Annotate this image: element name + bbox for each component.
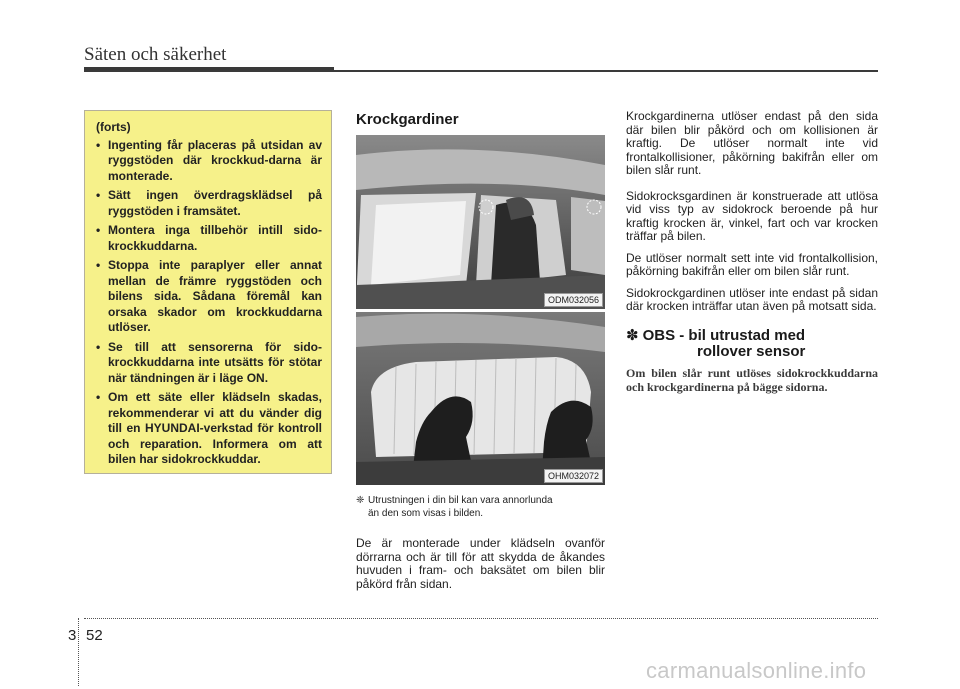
- photo-code-label: ODM032056: [544, 293, 603, 307]
- footer-separator: [78, 618, 79, 686]
- deployed-airbag-illustration: [356, 312, 605, 485]
- warning-box: [84, 110, 332, 474]
- obs-heading-line: OBS - bil utrustad med: [642, 326, 806, 344]
- warning-item: • Sätt ingen överdragsklädsel på ryggstöden i framsätet.: [94, 188, 322, 219]
- photo-curtain-airbag-location: [356, 135, 605, 309]
- paragraph: De utlöser normalt sett inte vid frontalkollision, påkörning bakifrån eller om bilen slår runt.: [626, 250, 878, 278]
- obs-heading: [626, 328, 878, 360]
- section-title: Krockgardiner: [356, 111, 459, 128]
- note-line: Utrustningen i din bil kan vara annorlunda: [368, 495, 553, 506]
- warning-continuation: (forts): [96, 120, 131, 134]
- curtain-description: De är monterade under klädseln ovanför dörrarna och är till för att skydda de åkandes huvuden i fram- och baksätet om bilen blir påkörd från sidan.: [356, 536, 605, 591]
- warning-item: • Stoppa inte paraplyer eller annat mellan de främre ryggstöden och bilens sida. Sådana föremål kan orsaka skador om krockkuddarna utlöser.: [94, 258, 322, 336]
- photo-curtain-airbag-deployed: [356, 312, 605, 485]
- note-symbol-icon: ❈: [356, 495, 365, 506]
- obs-heading-line: rollover sensor: [697, 342, 806, 360]
- warning-item: • Se till att sensorerna för sido-krockkuddarna inte utsätts för stötar när tändningen är i läge ON.: [94, 340, 322, 387]
- car-interior-illustration: [356, 135, 605, 309]
- photo-code-label: OHM032072: [544, 469, 603, 483]
- equipment-note: [356, 494, 606, 520]
- paragraph: Sidokrockgardinen utlöser inte endast på sidan där krocken inträffar utan även på motsatt sida.: [626, 285, 878, 313]
- obs-text: Om bilen slår runt utlöses sidokrockkuddarna och krockgardinerna på bägge sidorna.: [626, 365, 878, 394]
- paragraph: Krockgardinerna utlöser endast på den sida där bilen blir påkörd och om kollisionen är kraftig. De utlöser normalt inte vid frontalkollisioner, påkörning bakifrån eller om bilen slår runt.: [626, 109, 878, 177]
- note-line: än den som visas i bilden.: [368, 508, 484, 519]
- asterisk-icon: ✽: [626, 326, 639, 344]
- header-rule-thick: [84, 67, 334, 72]
- warning-item: • Om ett säte eller klädseln skadas, rekommenderar vi att du vänder dig till en HYUNDAI-verkstad för kontroll och reparation. Informera om att bilen har sidokrockkuddar.: [94, 390, 322, 468]
- warning-item: • Montera inga tillbehör intill sido-krockkuddarna.: [94, 223, 322, 254]
- warning-item: • Ingenting får placeras på utsidan av ryggstöden där krockkud-darna är monterade.: [94, 138, 322, 185]
- chapter-number: 3: [68, 627, 77, 644]
- footer-rule: [84, 618, 878, 619]
- header-rule-thin: [334, 70, 878, 72]
- paragraph: Sidokrocksgardinen är konstruerade att utlösa vid viss typ av sidokrock beroende på hur kraftig krocken är, vinkel, fart och var krocken träffar på bilen.: [626, 188, 878, 243]
- right-column: [626, 110, 878, 394]
- page-number: 52: [86, 627, 103, 644]
- warning-list: [94, 138, 322, 468]
- page-header-title: Säten och säkerhet: [84, 44, 227, 65]
- watermark: carmanualsonline.info: [646, 658, 867, 683]
